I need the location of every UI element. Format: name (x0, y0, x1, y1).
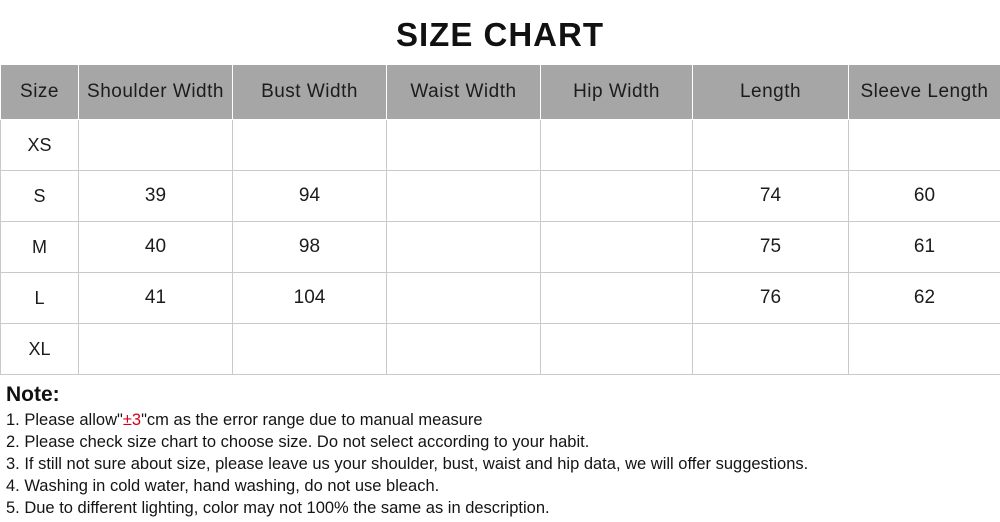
page-title: SIZE CHART (396, 16, 604, 53)
cell-hip (541, 222, 693, 273)
cell-bust: 98 (233, 222, 387, 273)
cell-size: XS (1, 120, 79, 171)
cell-hip (541, 171, 693, 222)
column-header-sleeve-length: Sleeve Length (849, 65, 1000, 120)
cell-length: 75 (693, 222, 849, 273)
notes-section (0, 375, 1000, 520)
cell-shoulder: 41 (79, 273, 233, 324)
cell-sleeve: 62 (849, 273, 1000, 324)
column-header-shoulder-width: Shoulder Width (79, 65, 233, 120)
note-1-prefix: 1. Please allow" (6, 411, 123, 429)
cell-size: M (1, 222, 79, 273)
column-header-length: Length (693, 65, 849, 120)
cell-length (693, 324, 849, 375)
table-row (1, 120, 1000, 171)
cell-waist (387, 171, 541, 222)
tolerance-value: ±3 (122, 411, 142, 429)
table-row (1, 222, 1000, 273)
cell-length: 74 (693, 171, 849, 222)
cell-hip (541, 120, 693, 171)
notes-title: Note: (6, 383, 60, 406)
cell-bust (233, 324, 387, 375)
cell-shoulder (79, 324, 233, 375)
cell-waist (387, 273, 541, 324)
column-header-size: Size (1, 65, 79, 120)
table-header-row (1, 65, 1000, 120)
cell-waist (387, 222, 541, 273)
table-row (1, 324, 1000, 375)
table-row (1, 171, 1000, 222)
size-chart-table (0, 64, 1000, 375)
cell-sleeve: 60 (849, 171, 1000, 222)
cell-length: 76 (693, 273, 849, 324)
note-line-2: 2. Please check size chart to choose size. Do not select according to your habit. (6, 433, 590, 452)
column-header-bust-width: Bust Width (233, 65, 387, 120)
cell-bust (233, 120, 387, 171)
note-line-4: 4. Washing in cold water, hand washing, do not use bleach. (6, 477, 440, 496)
table-row (1, 273, 1000, 324)
cell-waist (387, 324, 541, 375)
cell-waist (387, 120, 541, 171)
cell-bust: 94 (233, 171, 387, 222)
cell-sleeve (849, 324, 1000, 375)
cell-sleeve (849, 120, 1000, 171)
cell-hip (541, 324, 693, 375)
column-header-waist-width: Waist Width (387, 65, 541, 120)
cell-size: XL (1, 324, 79, 375)
column-header-hip-width: Hip Width (541, 65, 693, 120)
cell-size: S (1, 171, 79, 222)
note-line-5: 5. Due to different lighting, color may not 100% the same as in description. (6, 499, 550, 518)
note-line-1 (6, 409, 996, 431)
cell-hip (541, 273, 693, 324)
cell-bust: 104 (233, 273, 387, 324)
cell-shoulder (79, 120, 233, 171)
note-1-suffix: "cm as the error range due to manual measure (141, 411, 483, 429)
cell-shoulder: 40 (79, 222, 233, 273)
cell-sleeve: 61 (849, 222, 1000, 273)
cell-length (693, 120, 849, 171)
note-line-3: 3. If still not sure about size, please leave us your shoulder, bust, waist and hip data, we will offer suggestions. (6, 455, 809, 474)
cell-size: L (1, 273, 79, 324)
cell-shoulder: 39 (79, 171, 233, 222)
